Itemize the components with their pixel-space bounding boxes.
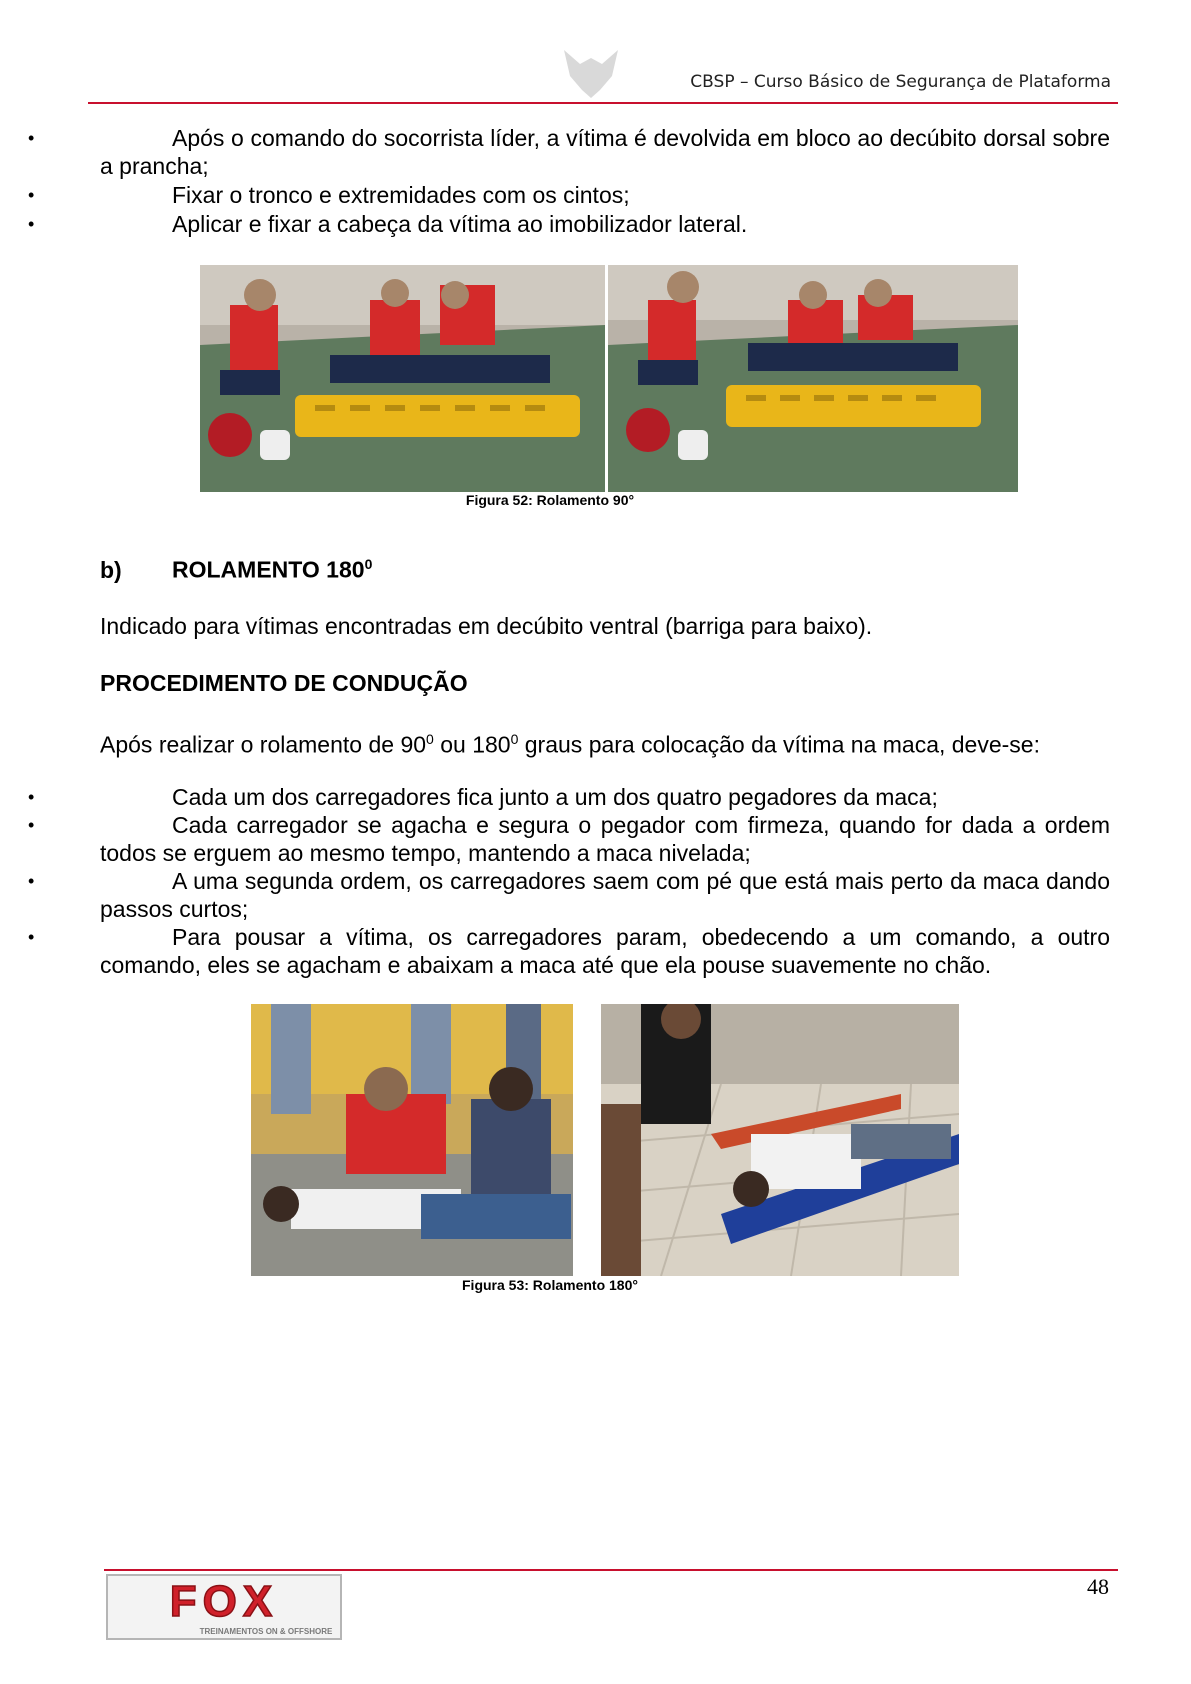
- list-item: [100, 783, 1110, 811]
- section-title-sup: 0: [364, 556, 373, 572]
- section-number: b): [100, 556, 122, 583]
- figure-52-photo-right: [608, 265, 1018, 492]
- list-item-text: Para pousar a vítima, os carregadores param, obedecendo a um comando, a outro comando, eles se agacham e abaixam a maca até que ela pouse suavemente no chão.: [100, 924, 1110, 978]
- procedure-intro-b: ou 180: [433, 731, 511, 758]
- list-item: [100, 867, 1110, 923]
- figure-53-caption: Figura 53: Rolamento 180°: [462, 1277, 638, 1293]
- page-number: 48: [1087, 1574, 1109, 1599]
- list-item-text: Após o comando do socorrista líder, a vítima é devolvida em bloco ao decúbito dorsal sobre a prancha;: [100, 125, 1110, 179]
- procedure-intro-sup2: 0: [510, 731, 519, 747]
- procedure-intro-c: graus para colocação da vítima na maca, deve-se:: [518, 731, 1040, 758]
- intro-bullets: [100, 124, 1110, 239]
- list-item: [100, 811, 1110, 867]
- procedure-bullets: [100, 783, 1110, 979]
- list-item: [100, 923, 1110, 979]
- section-heading: [100, 556, 372, 584]
- header-title: CBSP – Curso Básico de Segurança de Plataforma: [690, 72, 1111, 92]
- list-item: [100, 210, 1110, 238]
- list-item-text: Cada um dos carregadores fica junto a um dos quatro pegadores da maca;: [172, 784, 938, 810]
- list-item-text: Fixar o tronco e extremidades com os cintos;: [172, 182, 630, 208]
- header-divider: [88, 102, 1118, 104]
- svg-text:FOX: FOX: [169, 1577, 279, 1626]
- figure-52: [200, 265, 1018, 492]
- svg-text:TREINAMENTOS ON & OFFSHORE: TREINAMENTOS ON & OFFSHORE: [199, 1627, 333, 1636]
- list-item-text: Cada carregador se agacha e segura o pegador com firmeza, quando for dada a ordem todos se erguem ao mesmo tempo, mantendo a maca nivelada;: [100, 812, 1110, 866]
- figure-52-caption: Figura 52: Rolamento 90°: [465, 492, 635, 508]
- figure-53-photo-right: [601, 1004, 959, 1276]
- section-title: ROLAMENTO 180: [172, 556, 365, 583]
- list-item: [100, 181, 1110, 209]
- fox-logo: [106, 1574, 342, 1640]
- procedure-intro: [100, 725, 1040, 759]
- list-item-text: Aplicar e fixar a cabeça da vítima ao imobilizador lateral.: [172, 211, 748, 237]
- fox-watermark-icon: [560, 46, 622, 100]
- list-item: [100, 124, 1110, 180]
- list-item-text: A uma segunda ordem, os carregadores saem com pé que está mais perto da maca dando passos curtos;: [100, 868, 1110, 922]
- section-b-text: Indicado para vítimas encontradas em decúbito ventral (barriga para baixo).: [100, 613, 873, 639]
- figure-52-photo-left: [200, 265, 605, 492]
- figure-53-photo-left: [251, 1004, 573, 1276]
- footer-divider: [104, 1569, 1118, 1571]
- procedure-intro-a: Após realizar o rolamento de 90: [100, 731, 427, 758]
- procedure-title: PROCEDIMENTO DE CONDUÇÃO: [100, 670, 468, 696]
- procedure-intro-sup1: 0: [426, 731, 434, 747]
